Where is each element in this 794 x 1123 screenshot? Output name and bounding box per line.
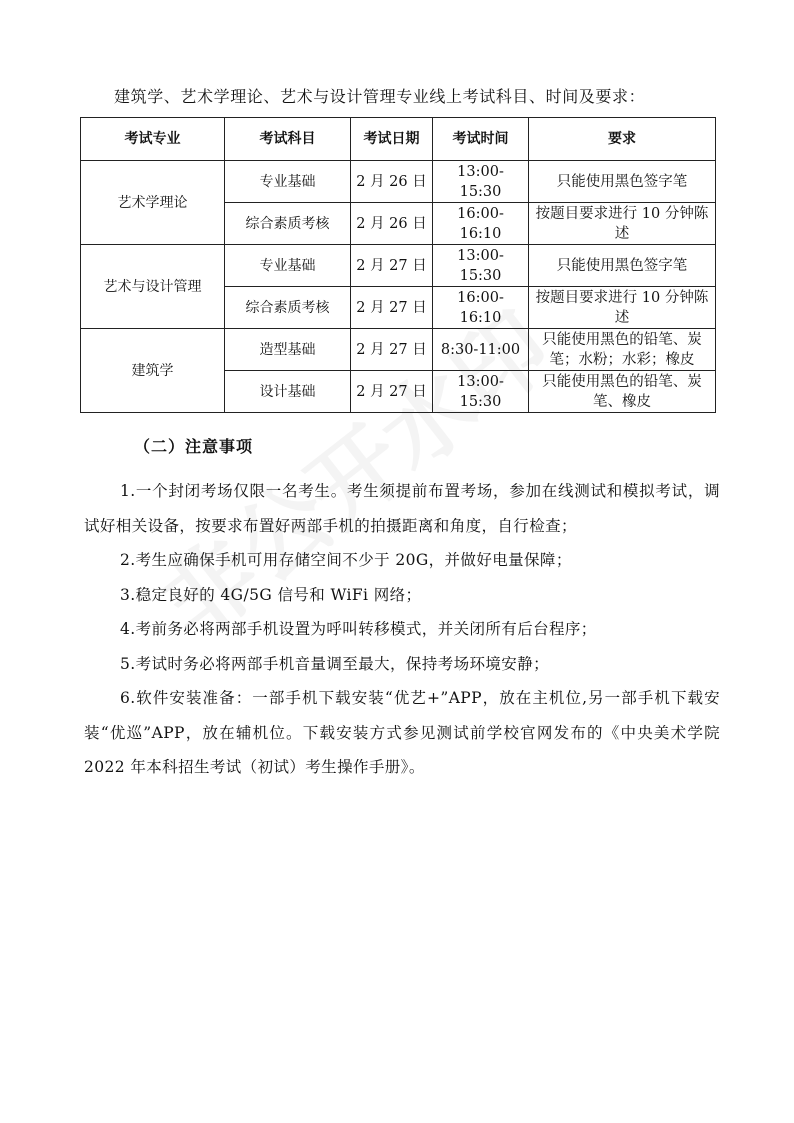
date-cell: 2 月 26 日: [351, 161, 433, 203]
exam-schedule-table: [80, 117, 716, 413]
time-cell: 13:00-15:30: [433, 371, 529, 413]
date-cell: 2 月 27 日: [351, 371, 433, 413]
section-title: （二）注意事项: [134, 437, 254, 456]
major-cell: 艺术与设计管理: [81, 245, 225, 329]
requirement-cell: 按题目要求进行 10 分钟陈述: [529, 203, 716, 245]
note-item: 5.考试时务必将两部手机音量调至最大，保持考场环境安静；: [120, 654, 549, 673]
note-item: 1.一个封闭考场仅限一名考生。考生须提前布置考场，参加在线测试和模拟考试，调试好相关设备，按要求布置好两部手机的拍摄距离和角度，自行检查；: [84, 482, 720, 535]
note-item: 3.稳定良好的 4G/5G 信号和 WiFi 网络；: [120, 585, 422, 604]
note-item: 2.考生应确保手机可用存储空间不少于 20G，并做好电量保障；: [120, 551, 572, 569]
requirement-cell: 只能使用黑色的铅笔、炭笔、橡皮: [529, 371, 716, 413]
table-row: [81, 161, 716, 203]
header-subject: 考试科目: [225, 118, 351, 161]
intro-text: 建筑学、艺术学理论、艺术与设计管理专业线上考试科目、时间及要求：: [114, 87, 646, 106]
time-cell: 13:00-15:30: [433, 245, 529, 287]
date-cell: 2 月 27 日: [351, 245, 433, 287]
requirement-cell: 只能使用黑色签字笔: [529, 161, 716, 203]
time-cell: 16:00-16:10: [433, 203, 529, 245]
notes-list: [84, 474, 720, 785]
subject-cell: 综合素质考核: [225, 287, 351, 329]
requirement-cell: 只能使用黑色的铅笔、炭笔；水粉；水彩；橡皮: [529, 329, 716, 371]
subject-cell: 综合素质考核: [225, 203, 351, 245]
subject-cell: 专业基础: [225, 161, 351, 203]
time-cell: 16:00-16:10: [433, 287, 529, 329]
subject-cell: 专业基础: [225, 245, 351, 287]
table-row: [81, 245, 716, 287]
time-cell: 8:30-11:00: [433, 329, 529, 371]
subject-cell: 造型基础: [225, 329, 351, 371]
header-date: 考试日期: [351, 118, 433, 161]
subject-cell: 设计基础: [225, 371, 351, 413]
date-cell: 2 月 27 日: [351, 287, 433, 329]
requirement-cell: 只能使用黑色签字笔: [529, 245, 716, 287]
table-header-row: [81, 118, 716, 161]
time-cell: 13:00-15:30: [433, 161, 529, 203]
date-cell: 2 月 26 日: [351, 203, 433, 245]
note-item: 4.考前务必将两部手机设置为呼叫转移模式，并关闭所有后台程序；: [120, 620, 597, 638]
header-time: 考试时间: [433, 118, 529, 161]
requirement-cell: 按题目要求进行 10 分钟陈述: [529, 287, 716, 329]
date-cell: 2 月 27 日: [351, 329, 433, 371]
major-cell: 建筑学: [81, 329, 225, 413]
header-major: 考试专业: [81, 118, 225, 161]
table-row: [81, 329, 716, 371]
note-item: 6.软件安装准备：一部手机下载安装“优艺+”APP，放在主机位,另一部手机下载安装“优巡”APP，放在辅机位。下载安装方式参见测试前学校官网发布的《中央美术学院 2022 年本科招生考试（初试）考生操作手册》。: [84, 689, 720, 776]
header-requirement: 要求: [529, 118, 716, 161]
major-cell: 艺术学理论: [81, 161, 225, 245]
